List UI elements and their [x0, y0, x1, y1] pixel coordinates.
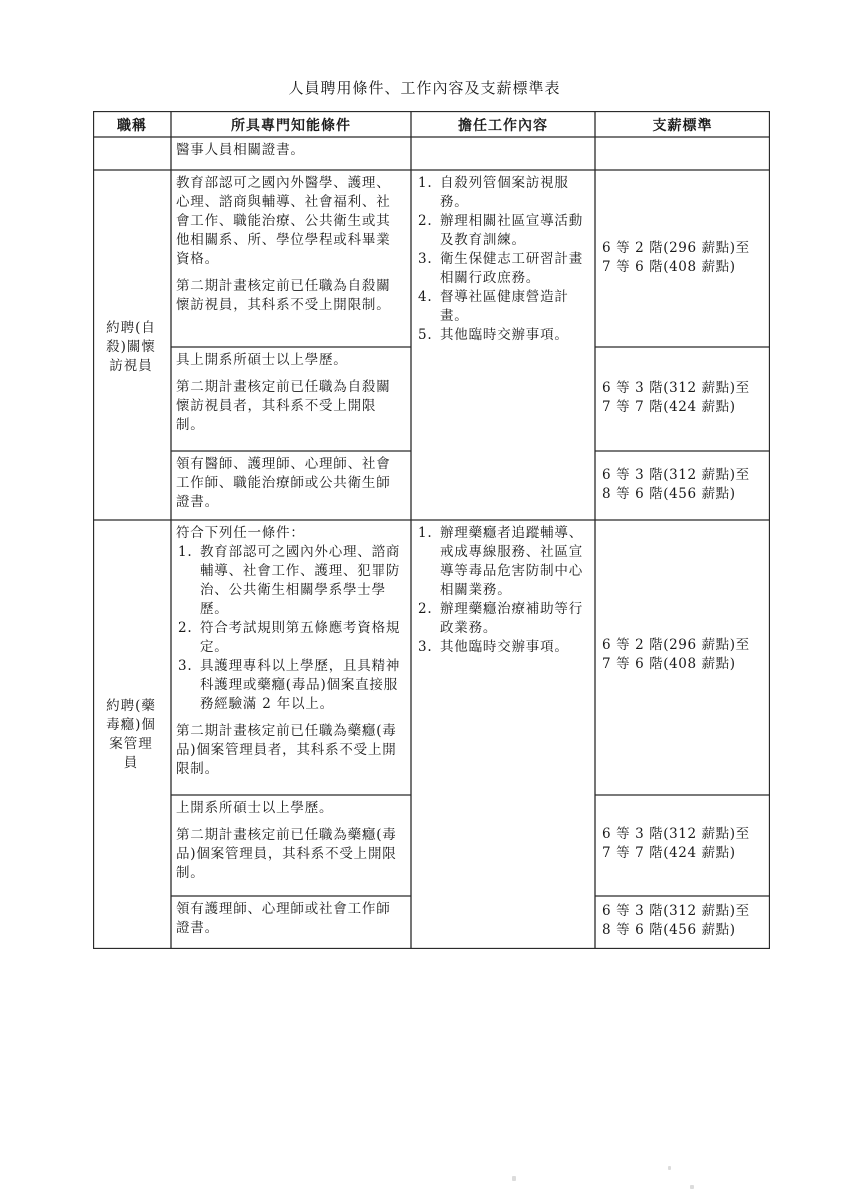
item-text: 其他臨時交辦事項。	[440, 327, 569, 343]
duty-list	[416, 174, 588, 353]
item-text: 符合考試規則第五條應考資格規定。	[200, 620, 401, 655]
list-item	[416, 638, 588, 657]
list-item	[416, 326, 588, 345]
salary-range	[602, 466, 768, 504]
header-title: 職稱	[117, 118, 147, 134]
list-item	[176, 619, 404, 657]
salary-from: 6 等 3 階(312 薪點)至	[602, 903, 750, 919]
salary-from: 6 等 2 階(296 薪點)至	[602, 637, 750, 653]
list-item	[176, 543, 404, 619]
scan-artifact	[512, 1176, 516, 1181]
list-item	[416, 250, 588, 288]
qualification-block	[176, 799, 404, 891]
item-text: 衛生保健志工研習計畫相關行政庶務。	[440, 251, 583, 286]
qualification-exemption: 第二期計畫核定前已任職為自殺關懷訪視員，其科系不受上開限制。	[176, 278, 391, 313]
salary-from: 6 等 3 階(312 薪點)至	[602, 380, 750, 396]
salary-range	[602, 825, 768, 863]
item-text: 辦理藥癮者追蹤輔導、戒成專線服務、社區宣導等毒品危害防制中心相關業務。	[440, 525, 583, 598]
item-number: 4.	[418, 289, 433, 305]
header-qualifications: 所具專門知能條件	[231, 118, 351, 134]
qualification-block	[176, 900, 404, 946]
salary-from: 6 等 3 階(312 薪點)至	[602, 467, 750, 483]
qualification-exemption: 第二期計畫核定前已任職為藥癮(毒品)個案管理員，其科系不受上開限制。	[176, 827, 397, 881]
qualification-text: 領有護理師、心理師或社會工作師證書。	[176, 901, 391, 936]
item-number: 5.	[418, 327, 433, 343]
item-text: 自殺列管個案訪視服務。	[440, 175, 569, 210]
qualification-text: 具上開系所碩士以上學歷。	[176, 352, 348, 368]
qualification-intro: 符合下列任一條件：	[176, 525, 305, 541]
salary-to: 8 等 6 階(456 薪點)	[602, 486, 736, 502]
scan-artifact	[668, 1166, 671, 1170]
qualification-block	[176, 174, 404, 323]
item-number: 3.	[418, 639, 433, 655]
recruitment-table	[93, 111, 770, 949]
item-text: 辦理藥癮治療補助等行政業務。	[440, 601, 583, 636]
item-number: 2.	[178, 620, 193, 636]
salary-to: 7 等 7 階(424 薪點)	[602, 845, 736, 861]
salary-range	[602, 902, 768, 940]
item-text: 其他臨時交辦事項。	[440, 639, 569, 655]
salary-to: 7 等 7 階(424 薪點)	[602, 399, 736, 415]
qualification-exemption: 第二期計畫核定前已任職為藥癮(毒品)個案管理員者，其科系不受上開限制。	[176, 723, 397, 777]
item-number: 1.	[178, 544, 193, 560]
salary-to: 7 等 6 階(408 薪點)	[602, 656, 736, 672]
salary-to: 8 等 6 階(456 薪點)	[602, 922, 736, 938]
list-item	[416, 212, 588, 250]
item-number: 2.	[418, 601, 433, 617]
item-number: 1.	[418, 525, 433, 541]
salary-to: 7 等 6 階(408 薪點)	[602, 259, 736, 275]
header-salary: 支薪標準	[652, 118, 713, 134]
salary-from: 6 等 2 階(296 薪點)至	[602, 240, 750, 256]
role-title: 約聘(自殺)關懷訪視員	[106, 320, 156, 374]
item-number: 2.	[418, 213, 433, 229]
item-text: 辦理相關社區宣導活動及教育訓練。	[440, 213, 583, 248]
qualification-text: 上開系所碩士以上學歷。	[176, 800, 334, 816]
qualification-text: 教育部認可之國內外醫學、護理、心理、諮商與輔導、社會福利、社會工作、職能治療、公共衛生或其他相關系、所、學位學程或科畢業資格。	[176, 175, 391, 267]
list-item	[416, 524, 588, 600]
list-item	[416, 288, 588, 326]
qualification-block	[176, 455, 404, 520]
salary-from: 6 等 3 階(312 薪點)至	[602, 826, 750, 842]
salary-range	[602, 636, 768, 674]
list-item	[416, 174, 588, 212]
scan-artifact	[690, 1185, 694, 1189]
salary-range	[602, 379, 768, 417]
duty-list	[416, 524, 588, 665]
salary-range	[602, 239, 768, 277]
item-number: 3.	[178, 658, 193, 674]
item-number: 3.	[418, 251, 433, 267]
item-text: 具護理專科以上學歷，且具精神科護理或藥癮(毒品)個案直接服務經驗滿 2 年以上。	[200, 658, 401, 712]
item-number: 1.	[418, 175, 433, 191]
item-text: 督導社區健康營造計畫。	[440, 289, 569, 324]
qualification-block	[176, 351, 404, 443]
list-item	[416, 600, 588, 638]
document-title: 人員聘用條件、工作內容及支薪標準表	[288, 79, 561, 97]
qualification-block	[176, 524, 404, 787]
qualification-exemption: 第二期計畫核定前已任職為自殺關懷訪視員者，其科系不受上開限制。	[176, 379, 391, 433]
header-duties: 擔任工作內容	[458, 118, 548, 134]
qualification-text: 領有醫師、護理師、心理師、社會工作師、職能治療師或公共衛生師證書。	[176, 456, 391, 510]
item-text: 教育部認可之國內外心理、諮商輔導、社會工作、護理、犯罪防治、公共衛生相關學系學士學歷。	[200, 544, 401, 617]
carryover-qualification: 醫事人員相關證書。	[176, 142, 305, 158]
role-title: 約聘(藥毒癮)個案管理員	[106, 698, 156, 771]
list-item	[176, 657, 404, 714]
